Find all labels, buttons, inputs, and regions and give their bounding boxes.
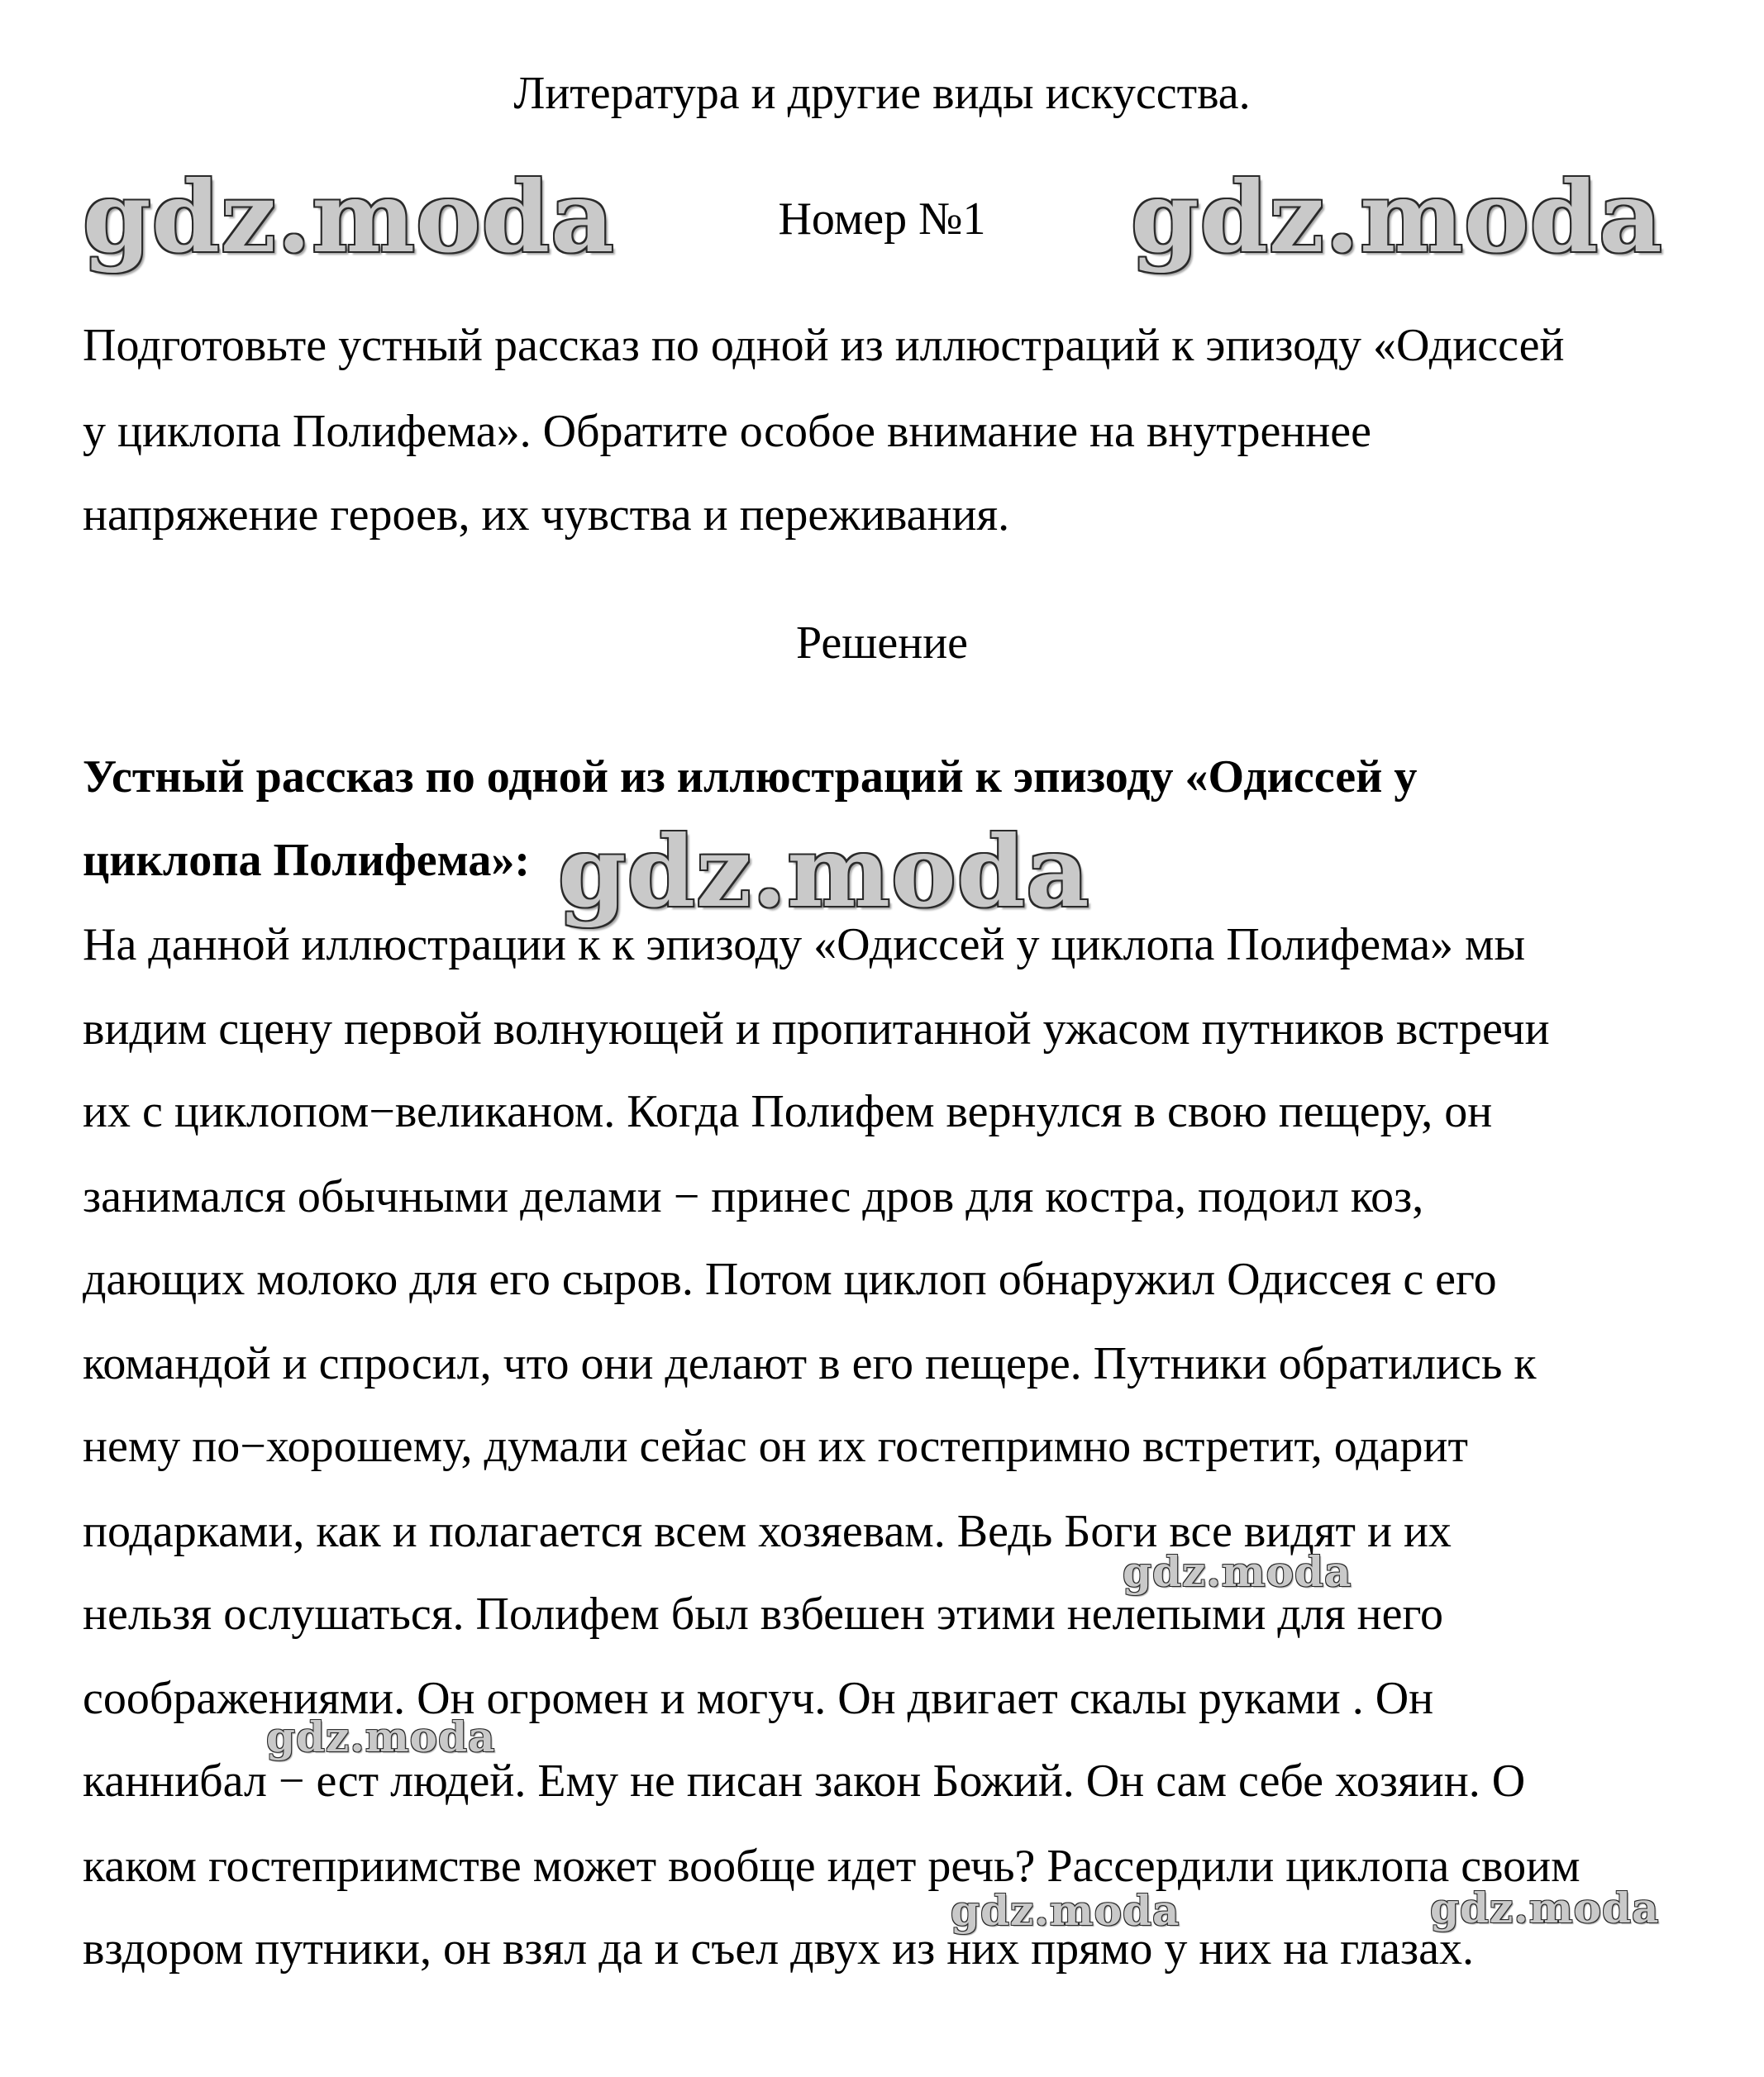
- solution-heading: Решение: [795, 617, 969, 669]
- watermark-logo: gdz.moda: [558, 814, 1090, 929]
- body-line-2: видим сцену первой волнующей и пропитанной ужасом путников встречи: [83, 1003, 1550, 1055]
- watermark-logo: gdz.moda: [1430, 1884, 1660, 1932]
- page-subject-title: Литература и другие виды искусства.: [513, 68, 1251, 119]
- solution-title-line-2: циклопа Полифема»:: [83, 835, 530, 886]
- body-line-7: нему по−хорошему, думали сейас он их гостепримно встретит, одарит: [83, 1421, 1468, 1472]
- body-line-3: их с циклопом−великаном. Когда Полифем вернулся в свою пещеру, он: [83, 1086, 1493, 1137]
- watermark-logo: gdz.moda: [951, 1886, 1180, 1935]
- task-number: Номер №1: [778, 193, 986, 245]
- body-line-8: подарками, как и полагается всем хозяевам. Ведь Боги все видят и их: [83, 1506, 1452, 1557]
- watermark-logo: gdz.moda: [1123, 1547, 1352, 1596]
- body-line-1: На данной иллюстрации к к эпизоду «Одиссей у циклопа Полифема» мы: [83, 919, 1526, 970]
- body-line-6: командой и спросил, что они делают в его пещере. Путники обратились к: [83, 1338, 1537, 1389]
- body-line-13: вздором путники, он взял да и съел двух из них прямо у них на глазах.: [83, 1923, 1475, 1975]
- task-line-3: напряжение героев, их чувства и переживания.: [83, 489, 1010, 541]
- body-line-12: каком гостеприимстве может вообще идет речь? Рассердили циклопа своим: [83, 1841, 1580, 1892]
- task-line-2: у циклопа Полифема». Обратите особое внимание на внутреннее: [83, 406, 1371, 457]
- body-line-11: каннибал − ест людей. Ему не писан закон Божий. Он сам себе хозяин. О: [83, 1755, 1526, 1807]
- solution-title-line-1: Устный рассказ по одной из иллюстраций к эпизоду «Одиссей у: [83, 751, 1418, 803]
- task-line-1: Подготовьте устный рассказ по одной из иллюстраций к эпизоду «Одиссей: [83, 320, 1565, 371]
- body-line-5: дающих молоко для его сыров. Потом циклоп обнаружил Одиссея с его: [83, 1254, 1497, 1305]
- body-line-10: соображениями. Он огромен и могуч. Он двигает скалы руками . Он: [83, 1673, 1434, 1724]
- watermark-logo: gdz.moda: [83, 160, 615, 274]
- watermark-logo: gdz.moda: [1131, 160, 1663, 274]
- body-line-4: занимался обычными делами − принес дров для костра, подоил коз,: [83, 1171, 1424, 1222]
- watermark-logo: gdz.moda: [266, 1713, 496, 1761]
- body-line-9: нельзя ослушаться. Полифем был взбешен этими нелепыми для него: [83, 1589, 1444, 1640]
